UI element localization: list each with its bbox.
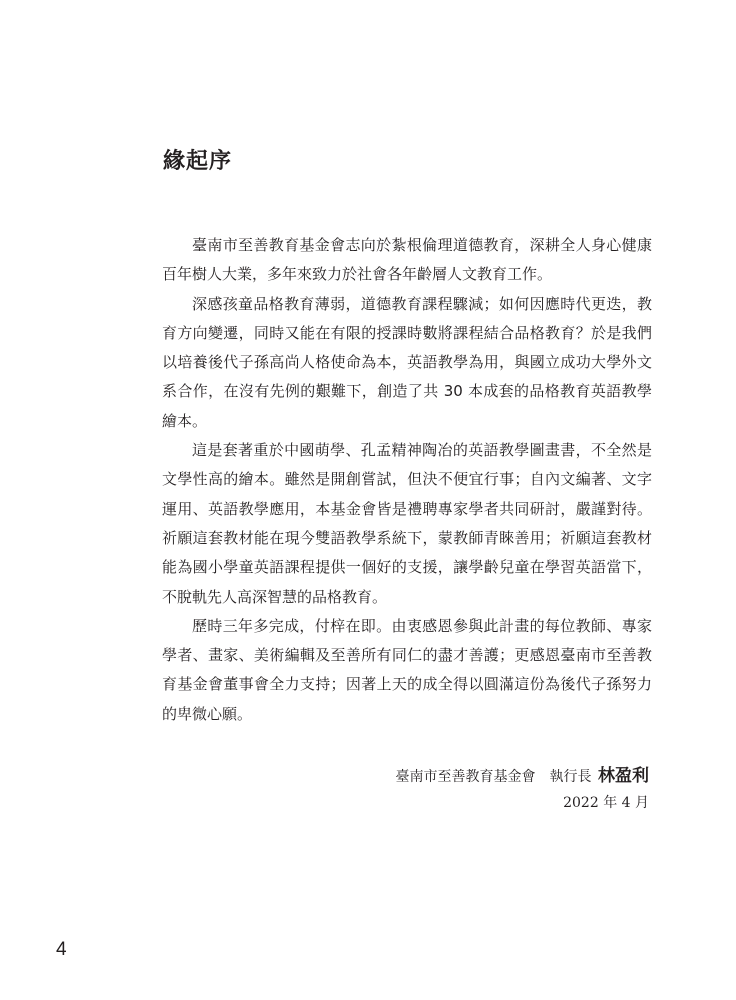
signature-name: 林盈利 — [598, 766, 649, 786]
page-number: 4 — [56, 939, 67, 960]
paragraph: 這是套著重於中國萌學、孔孟精神陶冶的英語教學圖畫書，不全然是文學性高的繪本。雖然是開創嘗試，但決不便宜行事；自內文編著、文字運用、英語教學應用，本基金會皆是禮聘專家學者共同研討，嚴謹對待。祈願這套教材能在現今雙語教學系統下，蒙教師青睞善用；祈願這套教材能為國小學童英語課程提供一個好的支援，讓學齡兒童在學習英語當下，不脫軌先人高深智慧的品格教育。 — [162, 441, 652, 606]
signature-line — [396, 764, 649, 789]
signature-organization: 臺南市至善教育基金會 — [395, 769, 536, 785]
body-text — [162, 231, 652, 729]
signature-date: 2022 年 4 月 — [563, 795, 649, 811]
signature-role: 執行長 — [549, 769, 592, 785]
paragraph: 臺南市至善教育基金會志向於紮根倫理道德教育，深耕全人身心健康百年樹人大業，多年來致力於社會各年齡層人文教育工作。 — [162, 236, 652, 284]
paragraph: 歷時三年多完成，付梓在即。由衷感恩參與此計畫的每位教師、專家學者、畫家、美術編輯及至善所有同仁的盡才善護；更感恩臺南市至善教育基金會董事會全力支持；因著上天的成全得以圓滿這份為後代子孫努力的卑微心願。 — [162, 616, 652, 723]
paragraph: 深感孩童品格教育薄弱，道德教育課程驟減；如何因應時代更迭，教育方向變遷，同時又能在有限的授課時數將課程結合品格教育？於是我們以培養後代子孫高尚人格使命為本，英語教學為用，與國立成功大學外文系合作，在沒有先例的艱難下，創造了共 30 本成套的品格教育英語教學繪本。 — [162, 294, 652, 430]
page-title: 緣起序 — [163, 149, 233, 174]
signature-block — [396, 764, 649, 814]
